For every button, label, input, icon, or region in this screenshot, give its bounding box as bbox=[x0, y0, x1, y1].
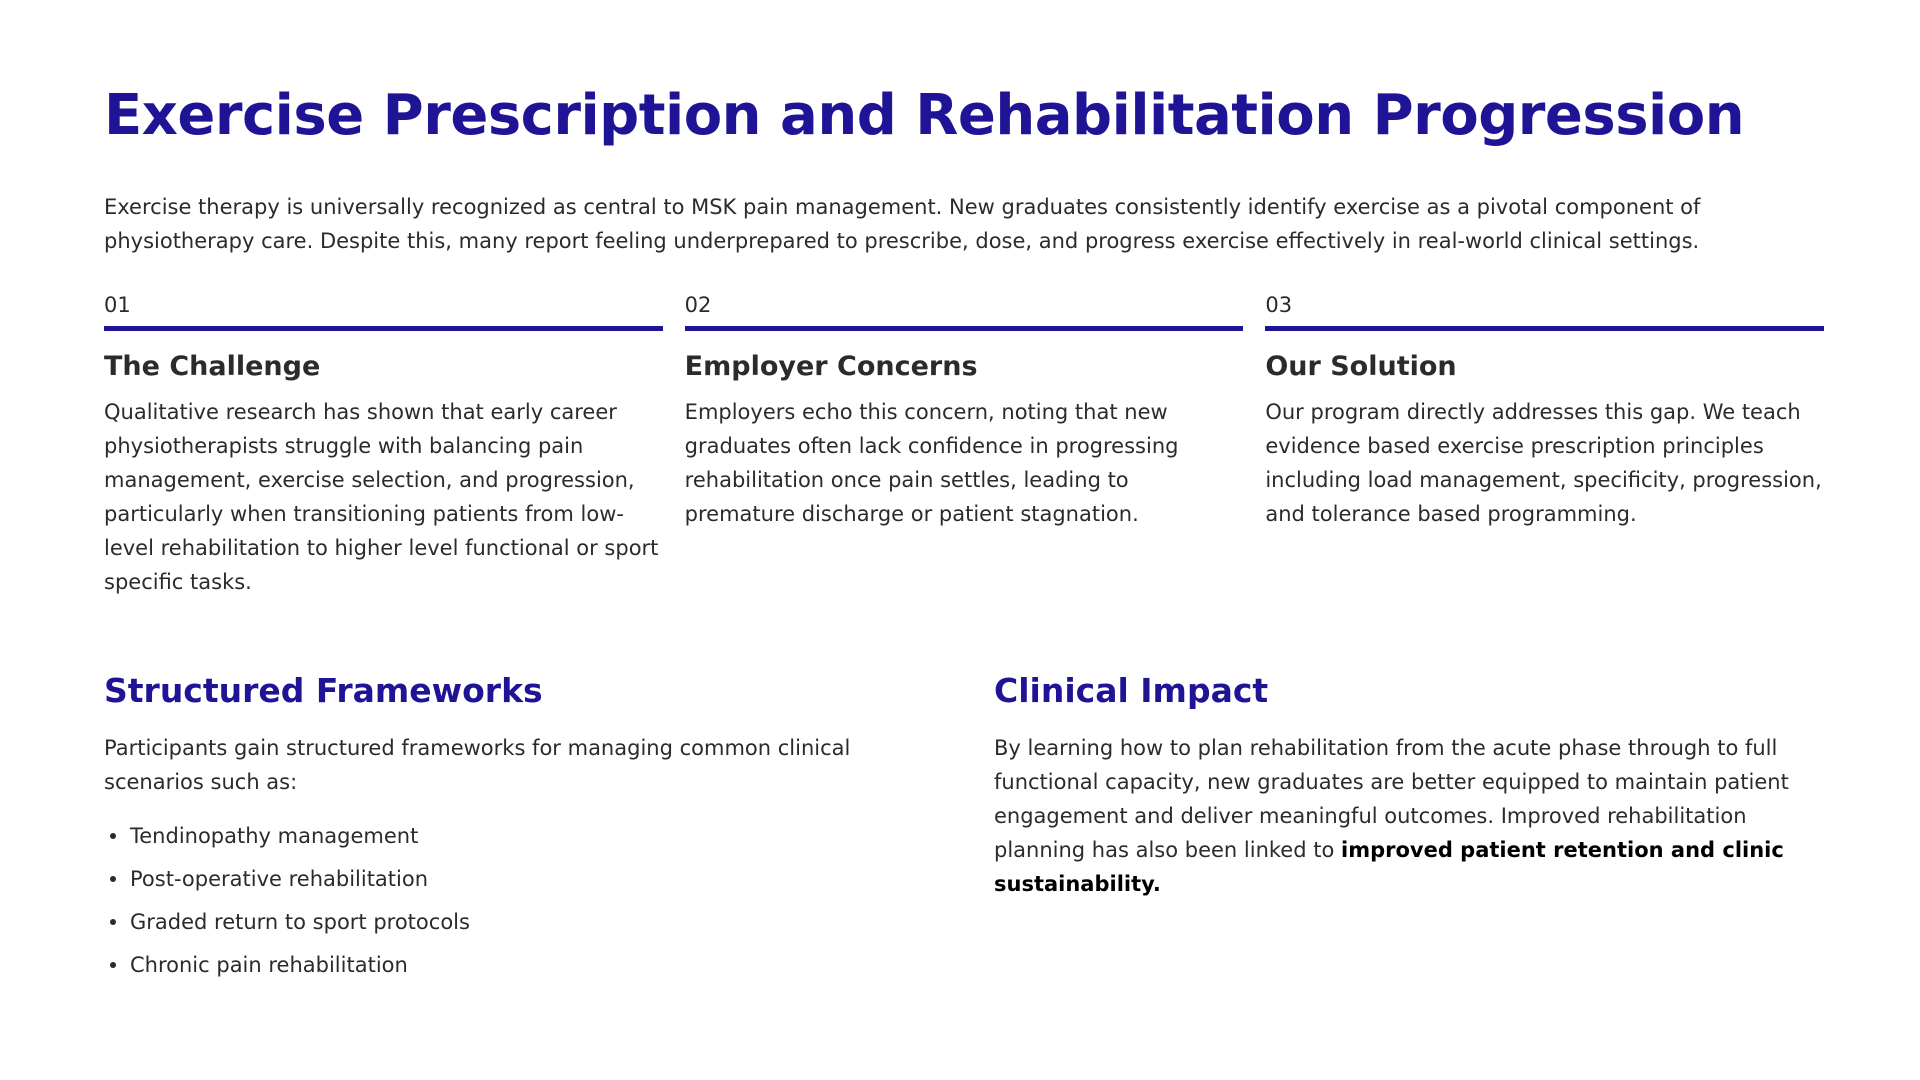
intro-paragraph: Exercise therapy is universally recognized as central to MSK pain management. New graduates consistently identify exercise as a pivotal component of physiotherapy care. Despite this, many report feeling underprepared to prescribe, dose, and progress exercise effectively in real-world clinical settings. bbox=[104, 195, 1701, 253]
column-challenge bbox=[104, 292, 663, 599]
impact-section bbox=[994, 671, 1824, 991]
column-body: Qualitative research has shown that early career physiotherapists struggle with balancing pain management, exercise selection, and progression, particularly when transitioning patients from low-level rehabilitation to higher level functional or sport specific tasks. bbox=[104, 400, 659, 594]
column-heading: The Challenge bbox=[104, 351, 321, 382]
frameworks-heading: Structured Frameworks bbox=[104, 671, 543, 710]
impact-emphasis: improved patient retention and clinic sustainability. bbox=[994, 838, 1784, 896]
three-columns bbox=[104, 292, 1824, 599]
frameworks-list bbox=[104, 819, 924, 982]
column-solution bbox=[1265, 292, 1824, 599]
impact-heading: Clinical Impact bbox=[994, 671, 1269, 710]
column-body: Our program directly addresses this gap. We teach evidence based exercise prescription principles including load management, specificity, progression, and tolerance based programming. bbox=[1265, 400, 1822, 526]
column-heading: Our Solution bbox=[1265, 351, 1457, 382]
list-item: Post-operative rehabilitation bbox=[130, 862, 924, 896]
frameworks-section bbox=[104, 671, 924, 991]
column-heading: Employer Concerns bbox=[684, 351, 978, 382]
column-number: 03 bbox=[1265, 292, 1824, 331]
list-item: Tendinopathy management bbox=[130, 819, 924, 853]
bottom-sections bbox=[104, 671, 1824, 991]
impact-body-text: By learning how to plan rehabilitation from the acute phase through to full functional capacity, new graduates are better equipped to maintain patient engagement and deliver meaningful outcomes. Improved rehabilitation planning has also been linked to bbox=[994, 736, 1789, 862]
column-employer-concerns bbox=[685, 292, 1244, 599]
column-number: 01 bbox=[104, 292, 663, 331]
column-body: Employers echo this concern, noting that new graduates often lack confidence in progressing rehabilitation once pain settles, leading to premature discharge or patient stagnation. bbox=[684, 400, 1179, 526]
column-number: 02 bbox=[685, 292, 1244, 331]
impact-body bbox=[994, 731, 1824, 901]
frameworks-intro: Participants gain structured frameworks for managing common clinical scenarios such as: bbox=[104, 736, 851, 794]
list-item: Chronic pain rehabilitation bbox=[130, 948, 924, 982]
page-title: Exercise Prescription and Rehabilitation Progression bbox=[104, 83, 1745, 148]
list-item: Graded return to sport protocols bbox=[130, 905, 924, 939]
